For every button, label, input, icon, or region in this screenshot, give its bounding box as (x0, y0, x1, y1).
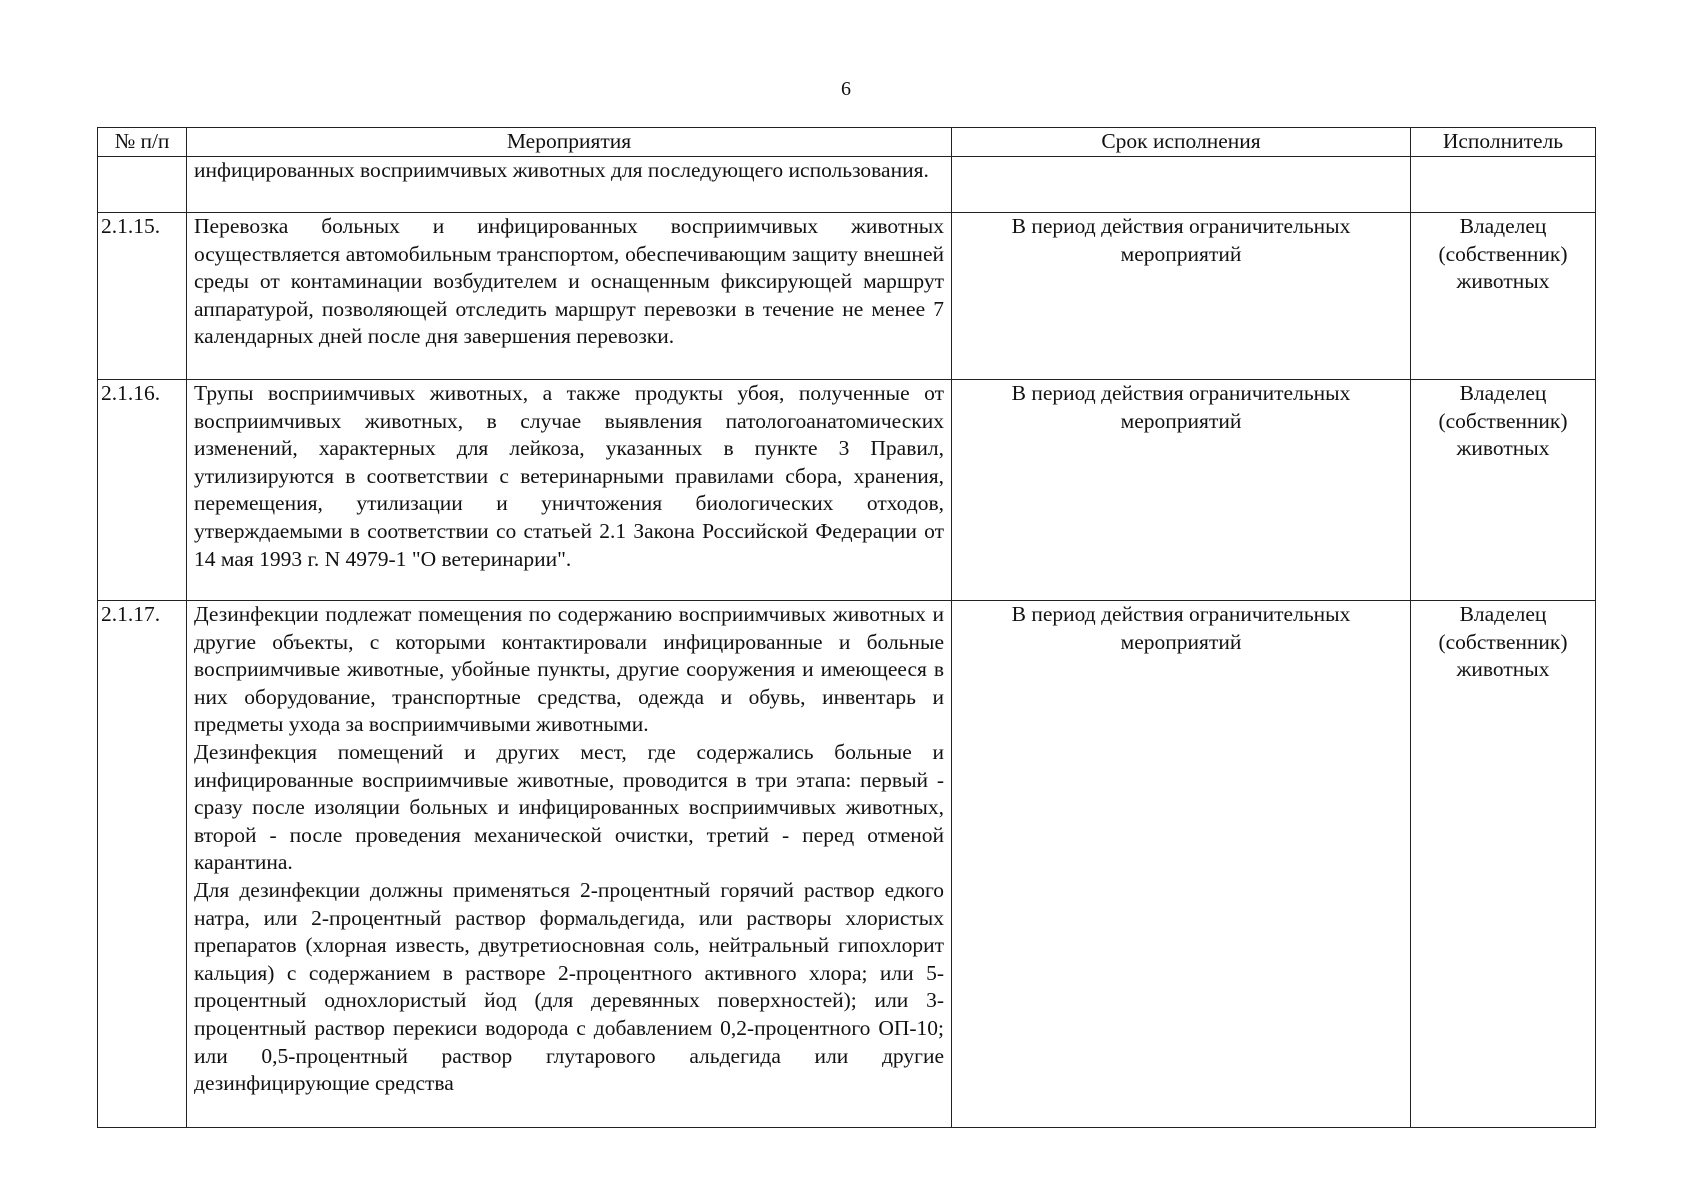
measures-table (97, 127, 1596, 1128)
table-row (98, 213, 1596, 380)
cell-num: 2.1.16. (98, 380, 187, 601)
cell-executor: Владелец (собственник) животных (1411, 601, 1596, 1128)
cell-executor (1411, 157, 1596, 213)
cell-num (98, 157, 187, 213)
header-num: № п/п (98, 128, 187, 157)
cell-num: 2.1.15. (98, 213, 187, 380)
table-header-row (98, 128, 1596, 157)
cell-measure (187, 213, 952, 380)
cell-term: В период действия ограничительных мероприятий (952, 380, 1411, 601)
measure-paragraph: Трупы восприимчивых животных, а также продукты убоя, полученные от восприимчивых животных, в случае выявления патологоанатомических изменений, характерных для лейкоза, указанных в пункте 3 Правил, утилизируются в соответствии с ветеринарными правилами сбора, хранения, перемещения, утилизации и уничтожения биологических отходов, утверждаемыми в соответствии со статьей 2.1 Закона Российской Федерации от 14 мая 1993 г. N 4979-1 "О ветеринарии". (194, 381, 944, 571)
cell-num: 2.1.17. (98, 601, 187, 1128)
cell-measure (187, 601, 952, 1128)
header-measures: Мероприятия (187, 128, 952, 157)
table-row-continuation (98, 157, 1596, 213)
cell-term: В период действия ограничительных мероприятий (952, 213, 1411, 380)
cell-executor: Владелец (собственник) животных (1411, 380, 1596, 601)
measure-paragraph: Перевозка больных и инфицированных восприимчивых животных осуществляется автомобильным транспортом, обеспечивающим защиту внешней среды от контаминации возбудителем и оснащенным фиксирующей маршрут аппаратурой, позволяющей отследить маршрут перевозки в течение не менее 7 календарных дней после дня завершения перевозки. (194, 214, 944, 349)
cell-term (952, 157, 1411, 213)
cell-term: В период действия ограничительных мероприятий (952, 601, 1411, 1128)
measure-paragraph: Дезинфекция помещений и других мест, где содержались больные и инфицированные восприимчивые животные, проводится в три этапа: первый - сразу после изоляции больных и инфицированных восприимчивых животных, второй - после проведения механической очистки, третий - перед отменой карантина. (194, 739, 944, 875)
cell-executor: Владелец (собственник) животных (1411, 213, 1596, 380)
measure-paragraph: Для дезинфекции должны применяться 2-процентный горячий раствор едкого натра, или 2-процентный раствор формальдегида, или растворы хлористых препаратов (хлорная известь, двутретиосновная соль, нейтральный гипохлорит кальция) с содержанием в растворе 2-процентного активного хлора; или 5-процентный однохлористый йод (для деревянных поверхностей); или 3-процентный раствор перекиси водорода с добавлением 0,2-процентного ОП-10; или 0,5-процентный раствор глутарового альдегида или другие дезинфицирующие средства (194, 877, 944, 1096)
header-executor: Исполнитель (1411, 128, 1596, 157)
table-row (98, 380, 1596, 601)
table-row (98, 601, 1596, 1128)
cell-measure: инфицированных восприимчивых животных для последующего использования. (187, 157, 952, 213)
measure-paragraph: Дезинфекции подлежат помещения по содержанию восприимчивых животных и другие объекты, с которыми контактировали инфицированные и больные восприимчивые животные, убойные пункты, другие сооружения и имеющееся в них оборудование, транспортные средства, одежда и обувь, инвентарь и предметы ухода за восприимчивыми животными. (194, 602, 944, 737)
cell-measure (187, 380, 952, 601)
header-term: Срок исполнения (952, 128, 1411, 157)
page-number: 6 (841, 78, 851, 100)
